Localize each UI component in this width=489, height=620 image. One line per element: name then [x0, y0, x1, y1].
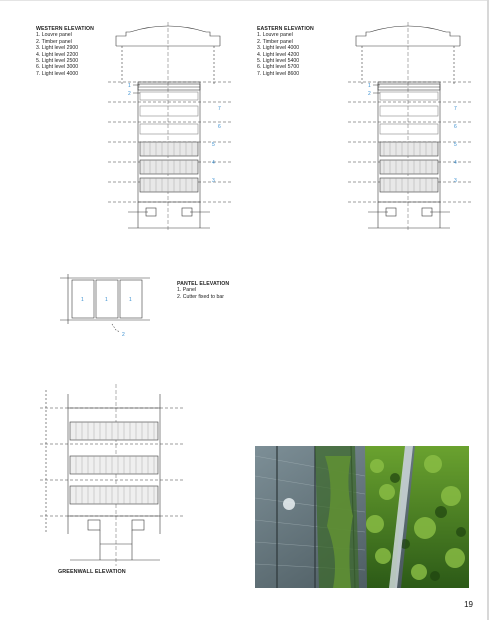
panel-tag: 1	[81, 297, 84, 303]
eastern-legend-item: 4. Light level 4200	[257, 51, 300, 58]
top-rule	[0, 0, 489, 1]
western-legend-item: 6. Light level 3000	[36, 64, 79, 71]
western-legend-item: 3. Light level 2900	[36, 45, 79, 52]
panel-legend-item: 2. Cutter fixed to bar	[177, 293, 224, 300]
western-elevation-drawing	[108, 22, 238, 234]
panel-callout-tag: 2	[122, 332, 125, 338]
panel-legend-title: PANTEL ELEVATION	[177, 281, 230, 287]
panel-legend-item: 1. Panel	[177, 287, 197, 294]
western-tag-level: 3	[212, 178, 215, 184]
western-legend-item: 4. Light level 2200	[36, 51, 79, 58]
western-elevation-legend	[36, 26, 94, 77]
greenwall-photo	[255, 446, 469, 588]
eastern-legend-item: 3. Light level 4000	[257, 45, 300, 52]
western-legend-title: WESTERN ELEVATION	[36, 26, 94, 32]
western-tag-level: 4	[212, 160, 215, 166]
panel-tag: 1	[129, 297, 132, 303]
western-legend-item: 5. Light level 2500	[36, 58, 79, 65]
western-tag-louvre: 1	[128, 83, 131, 89]
western-legend-item: 7. Light level 4000	[36, 70, 79, 77]
greenwall-elevation-drawing	[40, 384, 190, 568]
eastern-legend-title: EASTERN ELEVATION	[257, 26, 314, 32]
eastern-tag-level: 3	[454, 178, 457, 184]
eastern-elevation-drawing	[348, 22, 478, 234]
western-legend-item: 2. Timber panel	[36, 38, 72, 45]
eastern-elevation-legend	[257, 26, 314, 77]
panel-elevation-legend	[177, 281, 229, 300]
eastern-legend-item: 2. Timber panel	[257, 38, 293, 45]
western-tag-level: 6	[218, 124, 221, 130]
eastern-legend-item: 1. Louvre panel	[257, 32, 293, 39]
western-legend-item: 1. Louvre panel	[36, 32, 72, 39]
eastern-legend-item: 6. Light level 5700	[257, 64, 300, 71]
eastern-tag-timber: 2	[368, 91, 371, 97]
panel-elevation-drawing	[60, 272, 160, 344]
eastern-legend-item: 7. Light level 8600	[257, 70, 300, 77]
western-tag-timber: 2	[128, 91, 131, 97]
western-tag-level: 5	[212, 142, 215, 148]
eastern-tag-level: 7	[454, 106, 457, 112]
eastern-tag-louvre: 1	[368, 83, 371, 89]
panel-tag: 1	[105, 297, 108, 303]
eastern-tag-level: 6	[454, 124, 457, 130]
eastern-legend-item: 5. Light level 5400	[257, 58, 300, 65]
greenwall-caption: GREENWALL ELEVATION	[58, 569, 126, 575]
eastern-tag-level: 5	[454, 142, 457, 148]
page-number: 19	[464, 600, 473, 609]
eastern-tag-level: 4	[454, 160, 457, 166]
western-tag-level: 7	[218, 106, 221, 112]
